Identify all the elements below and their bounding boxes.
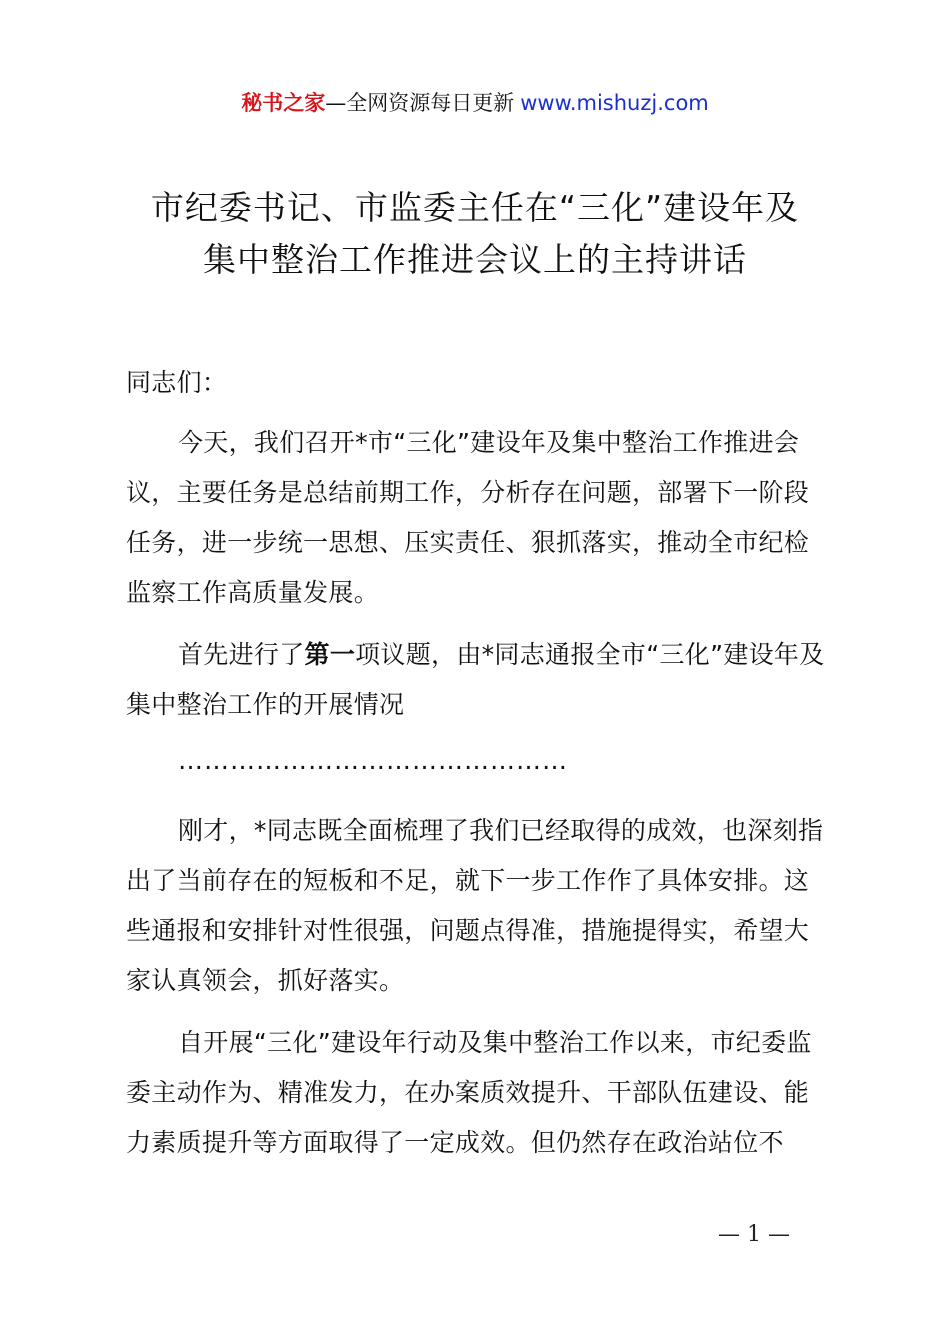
document-title	[60, 182, 890, 286]
paragraph-2-start: 首先进行了	[178, 640, 305, 669]
header-slogan: —全网资源每日更新	[325, 91, 515, 115]
paragraph-2-bold: 第一	[304, 640, 356, 669]
paragraph-3: 刚才，*同志既全面梳理了我们已经取得的成效，也深刻指出了当前存在的短板和不足，就下一步工作作了具体安排。这些通报和安排针对性很强，问题点得准，措施提得实，希望大家认真领会，抓好落实。	[126, 816, 824, 995]
title-line-2: 集中整治工作推进会议上的主持讲话	[203, 240, 747, 279]
paragraph-1: 今天，我们召开*市“三化”建设年及集中整治工作推进会议，主要任务是总结前期工作，分析存在问题，部署下一阶段任务，进一步统一思想、压实责任、狠抓落实，推动全市纪检监察工作高质量发展。	[126, 428, 810, 607]
brand-name: 秘书之家	[241, 91, 326, 115]
greeting: 同志们：	[126, 368, 228, 397]
paragraph-2	[126, 630, 834, 730]
paragraph-2-end: 项议题，由*同志通报全市“三化”建设年及集中整治工作的开展情况	[126, 640, 825, 719]
title-line-1: 市纪委书记、市监委主任在“三化”建设年及	[150, 188, 800, 227]
ellipsis-line: ………………………………………	[178, 746, 568, 775]
document-header	[0, 88, 950, 118]
paragraph-4: 自开展“三化”建设年行动及集中整治工作以来，市纪委监委主动作为、精准发力，在办案质效提升、干部队伍建设、能力素质提升等方面取得了一定成效。但仍然存在政治站位不	[126, 1028, 812, 1157]
page-number: — 1 —	[718, 1222, 790, 1247]
website-link[interactable]: www.mishuzj.com	[520, 91, 709, 115]
